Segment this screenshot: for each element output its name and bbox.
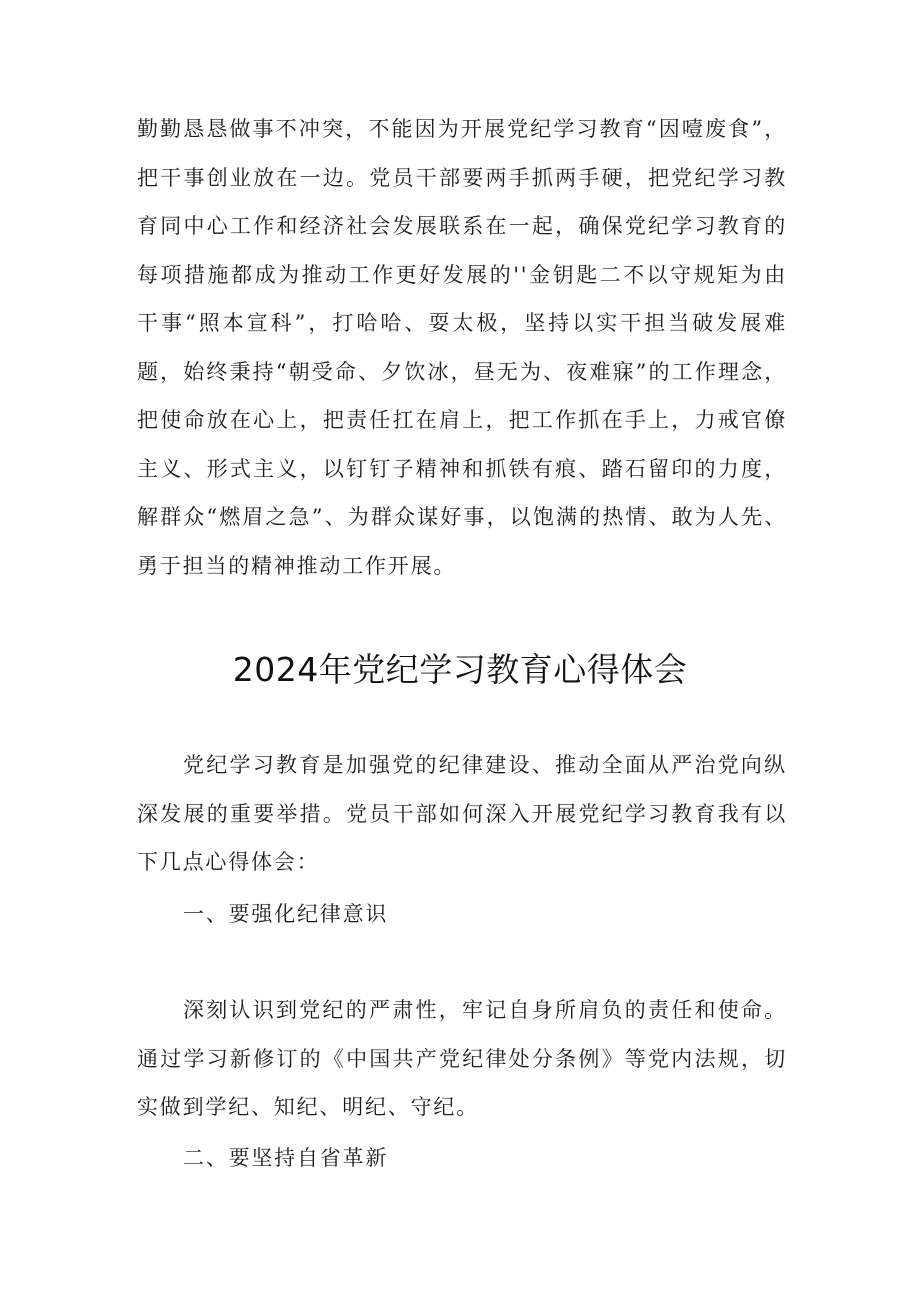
section-heading-2: 二、要坚持自省革新 xyxy=(183,1146,389,1170)
section-paragraph-1: 深刻认识到党纪的严肃性，牢记自身所肩负的责任和使命。通过学习新修订的《中国共产党纪律处分条例》等党内法规，切实做到学纪、知纪、明纪、守纪。 xyxy=(137,998,787,1119)
continuation-paragraph: 勤勤恳恳做事不冲突，不能因为开展党纪学习教育“因噎废食”，把干事创业放在一边。党员干部要两手抓两手硬，把党纪学习教育同中心工作和经济社会发展联系在一起，确保党纪学习教育的每项措施都成为推动工作更好发展的''金钥匙二不以守规矩为由干事“照本宣科”，打哈哈、耍太极，坚持以实干担当破发展难题，始终秉持“朝受命、夕饮冰，昼无为、夜难寐”的工作理念，把使命放在心上，把责任扛在肩上，把工作抓在手上，力戒官僚主义、形式主义，以钉钉子精神和抓铁有痕、踏石留印的力度，解群众“燃眉之急”、为群众谋好事，以饱满的热情、敢为人先、勇于担当的精神推动工作开展。 xyxy=(137,117,787,578)
intro-paragraph: 党纪学习教育是加强党的纪律建设、推动全面从严治党向纵深发展的重要举措。党员干部如何深入开展党纪学习教育我有以下几点心得体会： xyxy=(137,753,787,874)
section1-heading-block xyxy=(137,890,787,938)
section1-paragraph-block xyxy=(137,986,787,1132)
continuation-paragraph-block xyxy=(137,105,787,590)
section-heading-1: 一、要强化纪律意识 xyxy=(183,902,389,926)
intro-paragraph-block xyxy=(137,741,787,887)
section2-heading-block xyxy=(137,1134,787,1182)
document-title: 2024年党纪学习教育心得体会 xyxy=(232,650,688,689)
